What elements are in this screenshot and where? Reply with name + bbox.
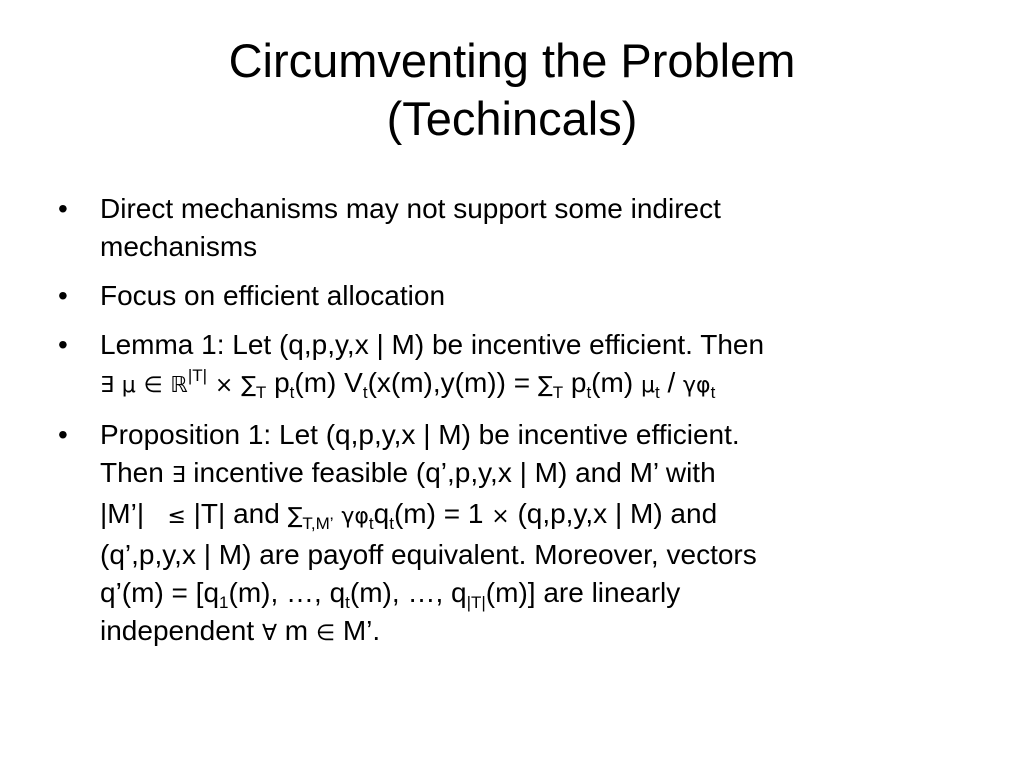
formula-text: M’.: [342, 615, 381, 646]
formula-text: |M’|: [100, 498, 145, 529]
subscript: t: [368, 514, 374, 533]
phi-symbol-icon: φ: [354, 504, 369, 529]
gamma-symbol-icon: γ: [341, 504, 355, 529]
bullet-marker: •: [58, 419, 68, 450]
bullet-text: Proposition 1: Let (q,p,y,x | M) be incentive efficient.: [100, 419, 740, 450]
formula-text: p: [274, 367, 290, 398]
bullet-item-efficient-allocation: [58, 277, 958, 315]
element-of-symbol-icon: ∈: [315, 621, 336, 646]
title-line-2: (Techincals): [386, 92, 638, 145]
lemma-formula: [100, 364, 958, 405]
slide-title: [0, 32, 1024, 148]
bullet-item-proposition-1: [58, 416, 958, 653]
formula-text: m: [284, 615, 309, 646]
formula-text: (m) V: [294, 367, 363, 398]
formula-text: q’(m) = [q: [100, 577, 220, 608]
formula-text: (m): [591, 367, 634, 398]
formula-text: (m)] are linearly: [485, 577, 681, 608]
forall-symbol-icon: ∀: [261, 621, 277, 646]
exists-symbol-icon: ∃: [171, 463, 186, 488]
leq-symbol-icon: ≤: [167, 504, 186, 529]
formula-text: p: [570, 367, 587, 398]
formula-text: (m), …, q: [349, 577, 467, 608]
element-of-symbol-icon: ∈: [143, 373, 163, 398]
bullet-text: (q’,p,y,x | M) are payoff equivalent. Moreover, vectors: [100, 539, 757, 570]
formula-text: /: [667, 367, 676, 398]
title-line-1: Circumventing the Problem: [228, 34, 796, 87]
bullet-list: [58, 190, 958, 664]
formula-text: (m), …, q: [228, 577, 346, 608]
bullet-item-direct-mechanisms: [58, 190, 958, 266]
proposition-line-3: [100, 495, 958, 536]
bullet-text: Lemma 1: Let (q,p,y,x | M) be incentive efficient. Then: [100, 329, 765, 360]
proposition-line-2: [100, 454, 958, 495]
formula-text: incentive feasible (q’,p,y,x | M) and M’ with: [193, 457, 716, 488]
bullet-marker: •: [58, 193, 68, 224]
superscript: |T|: [187, 366, 208, 385]
phi-symbol-icon: φ: [696, 373, 711, 398]
mu-symbol-icon: μ: [121, 373, 136, 398]
formula-text: (x(m),y(m)) =: [367, 367, 531, 398]
formula-text: Then: [100, 457, 164, 488]
formula-text: (q,p,y,x | M) and: [517, 498, 718, 529]
formula-text: |T| and: [193, 498, 280, 529]
bullet-item-lemma-1: [58, 326, 958, 405]
sum-symbol-icon: ∑: [241, 373, 256, 398]
sum-symbol-icon: ∑: [287, 504, 303, 529]
formula-text: independent: [100, 615, 255, 646]
times-symbol-icon: ×: [491, 504, 510, 529]
bullet-marker: •: [58, 329, 68, 360]
subscript: t: [345, 593, 350, 612]
exists-symbol-icon: ∃: [100, 373, 114, 398]
subscript: t: [289, 383, 295, 402]
subscript: |T|: [466, 593, 486, 612]
formula-text: q: [373, 498, 390, 529]
proposition-line-6: [100, 612, 958, 653]
subscript: t: [710, 383, 716, 402]
subscript: 1: [219, 593, 229, 612]
proposition-line-5: [100, 574, 958, 612]
bullet-marker: •: [58, 280, 68, 311]
gamma-symbol-icon: γ: [683, 373, 697, 398]
bullet-text: mechanisms: [100, 231, 258, 262]
formula-text: (m) = 1: [393, 498, 484, 529]
real-space-symbol-icon: ℝ: [170, 373, 188, 398]
times-symbol-icon: ×: [214, 373, 234, 398]
subscript: t: [362, 383, 368, 402]
subscript: t: [654, 383, 660, 402]
mu-symbol-icon: μ: [640, 373, 655, 398]
bullet-text: Focus on efficient allocation: [100, 280, 446, 311]
subscript: t: [389, 514, 394, 533]
subscript: T: [552, 383, 564, 402]
bullet-text: Direct mechanisms may not support some indirect: [100, 193, 721, 224]
subscript: t: [586, 383, 592, 402]
sum-symbol-icon: ∑: [537, 373, 553, 398]
subscript: T,M’: [302, 514, 334, 533]
subscript: T: [255, 383, 267, 402]
